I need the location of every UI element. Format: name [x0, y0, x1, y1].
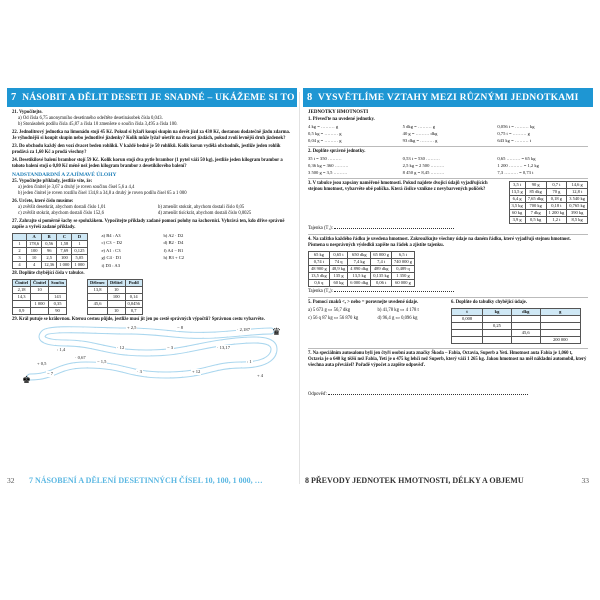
units-cell: 0,25 — [483, 323, 512, 330]
weights-cell: 3,5 kg — [509, 203, 525, 210]
chess-row — [13, 241, 88, 248]
right-page-number: 33 — [581, 476, 589, 485]
div-header-cell: Dělenec — [88, 280, 108, 287]
weights-cell: 1 200 kg — [546, 210, 567, 217]
chess-cell: 7,69 — [57, 248, 72, 255]
maze-operation: − 7 — [47, 371, 54, 376]
div-cell: 10 — [108, 308, 126, 315]
weights-cell: 7 dkg — [525, 210, 546, 217]
right-page-header — [303, 88, 593, 107]
chess-row — [13, 262, 88, 269]
conversion-item[interactable]: 0,5 kg = ……… g — [308, 131, 342, 136]
mult-cell: 90 — [49, 308, 67, 315]
weights-cell: 1,2 t — [546, 217, 567, 224]
mult-cell[interactable] — [31, 294, 49, 301]
mult-cell: 10 — [31, 287, 49, 294]
chess-cell: 10 — [27, 255, 42, 262]
units-cell[interactable] — [511, 337, 540, 344]
chess-cell: 178,6 — [27, 241, 42, 248]
weights-cell: 90 g — [525, 182, 546, 189]
div-cell: 100 — [108, 294, 126, 301]
chess-operation: g) C4 · D1 — [101, 255, 122, 261]
circle-cell: 13,5 dkg — [309, 273, 330, 280]
weights-cell: 85 dkg — [525, 189, 546, 196]
chess-row — [13, 255, 88, 262]
multiplication-table — [12, 279, 67, 315]
div-header-cell: Dělitel — [108, 280, 126, 287]
task-r3: 3. V tabulce jsou zapsány naměřené hmotnosti. Pokud najdete dvojici údajů vyjadřujících stejnou hmotnost, vybarvěte obě políčka. Která čísilce vznikne z nevybarvených políček? 3,5 t 90 g 0,7 t 14,6 g 13,5 g 85 dkg 70 g 12,8 t 6,4 g 7,65 dkg 0,18 g 3 540 kg 3,5 kg 700 kg 0,18 t 0,765 kg 60 kg 7 dkg 1 200 kg 390 kg 3,9 g 0,5 kg 1,2 t 8,5 kg Tajenka (T₁): — [308, 181, 588, 232]
div-cell: 10 — [108, 287, 126, 294]
weights-cell: 3,5 t — [509, 182, 525, 189]
mult-header-cell: Činitel — [13, 280, 31, 287]
chess-cell: 1 — [13, 241, 27, 248]
weights-table — [509, 181, 589, 224]
circle-cell: 0,65 t — [329, 252, 348, 259]
mult-cell: 0,9 — [13, 308, 31, 315]
chess-cell: 1 000 — [57, 262, 72, 269]
circle-cell: 0,6 q — [309, 280, 330, 287]
circle-row — [309, 259, 415, 266]
weights-row — [509, 189, 588, 196]
div-header-cell: Podíl — [125, 280, 142, 287]
unit-fill-item[interactable]: 8 450 g = 8,45 ……… — [402, 170, 445, 175]
units-row — [452, 316, 581, 323]
unit-fill-item[interactable]: 7,3 ……… = 0,73 t — [497, 170, 534, 175]
div-cell[interactable] — [88, 308, 108, 315]
mult-cell: 143 — [49, 294, 67, 301]
chess-cell: 100 — [57, 255, 72, 262]
weights-cell: 3,9 g — [509, 217, 525, 224]
circle-cell: 60 000 g — [392, 280, 415, 287]
units-row — [452, 337, 581, 344]
maze-operation: + 12 — [192, 369, 201, 374]
weights-cell: 14,6 g — [567, 182, 588, 189]
circle-cell: 65 kg — [309, 252, 330, 259]
units-cell: 0,008 — [452, 316, 483, 323]
circle-cell: 0,74 t — [309, 259, 330, 266]
king-path-maze — [16, 325, 286, 387]
conversion-item[interactable]: 4 kg = ……… g — [308, 124, 339, 129]
tasks-5-6 — [308, 300, 588, 346]
task-r5: 5. Pomocí znaků <, > nebo = porovnejte uvedené údaje. a) 5 673 g ▭ 56,7 dkg b) 41,78 kg ▭ 4 178 t c) 56 q 87 kg ▭ 56 870 kg d) 96,4 g ▭ 0,096 kg — [308, 300, 445, 344]
chess-cell: 4 — [13, 262, 27, 269]
left-header-number: 7 — [11, 92, 17, 103]
chess-operation: b) A2 · D2 — [163, 233, 184, 238]
task-24: 24. Desetikilové balení brambor stojí 59 Kč. Kolik korun stojí dva pytle brambor (1 pytel váží 50 kg), jestliže jeden kilogram brambor a tohoto balení stojí o 0,80 Kč méně než jeden kilogram brambor z desetikilového balení? — [12, 158, 283, 169]
weights-cell: 6,4 g — [509, 196, 525, 203]
unit-fill-item[interactable]: 35 t = 350 ……… — [308, 156, 342, 161]
circle-cell: 0,489 q — [392, 266, 415, 273]
mult-row — [13, 308, 67, 315]
left-page-number: 32 — [7, 476, 15, 485]
mult-row — [13, 301, 67, 308]
circle-row — [309, 252, 415, 259]
chess-row — [13, 248, 88, 255]
units-subheading: JEDNOTKY HMOTNOSTI — [308, 110, 369, 115]
circle-row — [309, 280, 415, 287]
circle-cell: 48 900 g — [309, 266, 330, 273]
task-r6: 6. Doplňte do tabulky chybějící údaje. t kg dkg g 0,008 0,25 45,6 200 000 — [451, 300, 588, 344]
units-cell[interactable] — [540, 316, 580, 323]
maze-operation: + 2,5 — [127, 325, 137, 330]
mult-cell[interactable] — [49, 287, 67, 294]
chess-cell: 1 000 — [72, 262, 87, 269]
task-22: 22. Jednolitrový jednotka na limonádu stojí 45 Kč. Pokud si lyžaři koupí skupin na devět jízd za 430 Kč, dostanou dodatečně jízdu zdarma. Je výhodnější si koupit skupin nebo jednotlivé jízdenky? Kolik může lyžař ušetřit na dvaceti jízdách, pokud zvolí levnější druh jízdenek? — [12, 130, 291, 141]
compare-item[interactable]: d) 96,4 g ▭ 0,096 kg — [377, 316, 418, 321]
chess-cell: 4 — [27, 262, 42, 269]
div-cell: 45,6 — [88, 301, 108, 308]
mult-header-cell: Součin — [49, 280, 67, 287]
answer-line[interactable] — [328, 391, 528, 395]
chess-cell: 1 — [72, 241, 87, 248]
task-29: 29. Král putuje se královnou. Kterou cestou půjde, jestliže musí jít jen po cestě správných výpočtů? Správnou cestu vybarvěte. ♚ ♛ · 0,67 + 2,5 − 8 · 2,187 · 13,17 − 3 · 12 : 1,4 + 0,5 − 1,5 · 3 + 12 : 1 + 4 − 7 — [12, 317, 292, 387]
weights-cell: 60 kg — [509, 210, 525, 217]
chess-header-cell: C — [57, 234, 72, 241]
circle-cell: 135 g — [329, 273, 348, 280]
circle-cell: 0,06 t — [371, 280, 392, 287]
mult-cell: 1 000 — [31, 301, 49, 308]
weights-cell: 3 540 kg — [567, 196, 588, 203]
chess-cell: 96 — [42, 248, 57, 255]
division-table — [87, 279, 143, 315]
units-cell[interactable] — [452, 323, 483, 330]
conversion-item[interactable]: 0,04 g = ……… g — [308, 138, 342, 143]
task-r1: 1. Převeďte na uvedené jednotky. 4 kg = ……… g 5 dkg = ……… g 0,056 t = ……… kg 0,5 kg = ……… g 40 g = ……… dkg 0,75 t = ……… g 0,04 g = ……… g 93 dkg = ……… g 643 kg = ……… t — [308, 117, 588, 144]
mult-cell: 14,3 — [13, 294, 31, 301]
chess-cell: 0,56 — [42, 241, 57, 248]
circle-cell: 740 000 g — [392, 259, 415, 266]
chess-cell: 1,58 — [57, 241, 72, 248]
chess-header-cell — [13, 234, 27, 241]
task-25: 25. Vypočítejte příklady, jestliže víte, že: a) jeden činitel je 3,67 a druhý je roven součinu čísel 5,6 a 4,4 b) jeden činitel je roven rozdílu čísel 134,8 a 34,8 a druhý je roven podílu čísel 65 a 1 000 — [12, 179, 187, 196]
right-page — [303, 88, 593, 488]
task-28: 28. Doplňte chybějící čísla v tabulce. Činitel Činitel Součin 2,18 10 14,3 143 1 000 0,35 0,9 90 Dělenec Dělitel Podíl 13,8 10 100 0,14 45,6 0,0456 10 0,7 — [12, 271, 292, 315]
weights-row — [509, 210, 588, 217]
circle-cell: 48,9 kg — [329, 266, 348, 273]
right-page-footer — [303, 473, 593, 488]
chess-cell: 5,05 — [72, 255, 87, 262]
task-26: 26. Určete, které číslo musíme: a) zvětšit desetkrát, abychom dostali číslo 1,01 b) zmenšit stokrát, abychom dostali číslo 0,05 c) zvětšit stokrát, abychom dostali číslo 152,6 d) zmenšit tisíckrát, abychom dostali číslo 0,0025 — [12, 199, 252, 216]
units-row — [452, 323, 581, 330]
chess-cell: 2,5 — [42, 255, 57, 262]
units-cell[interactable] — [540, 330, 580, 337]
task-23: 23. Do obchodu každý den vozí dvacet beden rohlíků. V každé bedně je 50 rohlíků. Kolik korun vydělá obchodník, jestliže jeden rohlík prodává za 1,60 Kč a prodá všechny? — [12, 144, 281, 155]
weights-cell: 0,18 t — [546, 203, 567, 210]
compare-item[interactable]: a) 5 673 g ▭ 56,7 dkg — [308, 308, 351, 313]
weights-cell: 0,765 kg — [567, 203, 588, 210]
circle-cell: 7,4 kg — [348, 259, 371, 266]
conversion-item[interactable]: 0,75 t = ……… g — [497, 131, 530, 136]
weights-cell: 700 kg — [525, 203, 546, 210]
chess-cell: 3 — [13, 255, 27, 262]
div-cell: 0,7 — [125, 308, 142, 315]
conversion-item[interactable]: 643 kg = ……… t — [497, 138, 532, 143]
chess-operation: h) B3 + C2 — [163, 255, 185, 261]
queen-piece-icon: ♛ — [272, 327, 281, 338]
weights-row — [509, 217, 588, 224]
circle-cell: 13,5 kg — [348, 273, 371, 280]
units-cell[interactable] — [511, 323, 540, 330]
units-header-cell: kg — [483, 309, 512, 316]
units-cell[interactable] — [511, 316, 540, 323]
conversion-item[interactable]: 0,056 t = ……… kg — [497, 124, 535, 129]
units-cell[interactable] — [483, 337, 512, 344]
div-row — [88, 294, 143, 301]
right-footer-title: 8 PŘEVODY JEDNOTEK HMOTNOSTI, DÉLKY A OBJEMU — [305, 476, 524, 485]
chess-cell: 2 — [13, 248, 27, 255]
div-row — [88, 301, 143, 308]
units-cell: 45,6 — [511, 330, 540, 337]
circle-cell: 6,5 t — [392, 252, 415, 259]
task-r2: 2. Doplňte správné jednotky. 35 t = 350 ……… 0,53 t = 530 ……… 0,65 ……… = 65 kg 0,36 kg = 360 ……… 2,5 kg = 2 500 ……… 1 200 ……… = 1,2 kg 3 500 g = 3,5 ……… 8 450 g = 8,45 ……… 7,3 ……… = 0,73 t — [308, 149, 588, 176]
weights-row — [509, 203, 588, 210]
chess-operation: i) D3 : A3 — [101, 262, 121, 268]
maze-operation: : 1 — [247, 359, 252, 364]
chess-cell: 0,125 — [72, 248, 87, 255]
units-header-cell: dkg — [511, 309, 540, 316]
circle-cell: 650 dkg — [348, 252, 371, 259]
left-footer-title: 7 NÁSOBENÍ A DĚLENÍ DESETINNÝCH ČÍSEL 10, 100, 1 000, … — [29, 476, 263, 485]
div-cell: 0,0456 — [125, 301, 142, 308]
chess-header-cell: D — [72, 234, 87, 241]
task-r4: 4. Na zalžtko každého řádku je uvedena hmotnost. Zakroužkujte všechny údaje na daném řádku, které vyjadřují stejnou hmotnost. Písmena u nesprávných výsledků zapište na řádek a zjistíte tajenku. 65 kg 0,65 t 650 dkg 65 000 g 6,5 t 0,74 t 74 q 7,4 kg 7,4 t 740 000 g 48 900 g 48,9 kg 4 890 dkg 489 dkg 0,489 q 13,5 dkg 135 g 13,5 kg 0,135 kg 1 350 g 0,6 q 60 kg 6 000 dkg 0,06 t 60 000 g Tajenka (T₂): — [308, 237, 571, 294]
circle-cell: 6 000 dkg — [348, 280, 371, 287]
task-27: 27. Zahrajte si poměrně šachy se spolužákem. Vypočítejte příklady zadané pomocí polohy na šachovnici. Vyhrává ten, kdo dříve správně zapíše a vyřeší zadané příklady. A B C D 1 178,6 0,56 1,58 1 2 100 96 7,69 0,125 3 10 2,5 100 5,05 4 4 12,36 1 000 1 000 a) B4 : A3 b) A2 · D2 c) C3 − D2 d) B2 · D4 e) A1 : C3 f) A4 − B1 g) C4 · D1 h) B3 + C2 i) D3 : A3 — [12, 219, 285, 268]
circle-weights-table — [308, 251, 415, 287]
chess-operation: d) B2 · D4 — [163, 240, 184, 246]
mult-cell: 2,18 — [13, 287, 31, 294]
units-table — [451, 308, 581, 344]
maze-operation: · 0,67 — [75, 355, 86, 360]
weights-cell: 12,8 t — [567, 189, 588, 196]
maze-operation: − 1,5 — [97, 359, 107, 364]
secret-label-1: Tajenka (T₁): — [308, 226, 333, 231]
unit-fill-item[interactable]: 0,36 kg = 360 ……… — [308, 163, 349, 168]
unit-fill-item[interactable]: 2,5 kg = 2 500 ……… — [402, 163, 445, 168]
secret-answer-2[interactable] — [334, 288, 454, 292]
units-cell[interactable] — [452, 337, 483, 344]
conversion-item[interactable]: 5 dkg = ……… g — [402, 124, 436, 129]
circle-cell: 65 000 g — [371, 252, 392, 259]
mult-header-cell: Činitel — [31, 280, 49, 287]
maze-operation: · 13,17 — [217, 345, 231, 350]
weights-cell: 8,5 kg — [567, 217, 588, 224]
unit-fill-item[interactable]: 0,53 t = 530 ……… — [402, 156, 440, 161]
mult-cell[interactable] — [31, 308, 49, 315]
conversion-item[interactable]: 40 g = ……… dkg — [402, 131, 438, 136]
chess-operation: f) A4 − B1 — [163, 247, 184, 253]
compare-item[interactable]: b) 41,78 kg ▭ 4 178 t — [377, 308, 419, 313]
maze-operation: + 4 — [257, 373, 264, 378]
circle-cell: 0,135 kg — [371, 273, 392, 280]
maze-operation: · 2,187 — [237, 327, 251, 332]
king-piece-icon: ♚ — [22, 375, 31, 386]
left-page-footer — [7, 473, 297, 488]
weights-cell: 0,7 t — [546, 182, 567, 189]
right-header-number: 8 — [307, 92, 313, 103]
chess-cell: 100 — [27, 248, 42, 255]
weights-cell: 70 g — [546, 189, 567, 196]
circle-cell: 7,4 t — [371, 259, 392, 266]
div-cell[interactable] — [125, 287, 142, 294]
textbook-spread — [7, 88, 593, 488]
chess-operation: a) B4 : A3 — [101, 233, 121, 238]
circle-cell: 489 dkg — [371, 266, 392, 273]
div-cell[interactable] — [88, 294, 108, 301]
task-21: 21. Vypočítejte. a) Od čísla 6,75 anonymního desetinného odečtěte desetinásobek čísla 0,043. b) Stonásobek podílu čísla 45,87 a čísla 10 zmenšete o součin čísla 3,495 a čísla 100. — [12, 110, 178, 127]
left-page-header — [7, 88, 297, 107]
mult-row — [13, 294, 67, 301]
circle-cell: 1 350 g — [392, 273, 415, 280]
maze-operation: · 12 — [117, 345, 125, 350]
secret-answer-1[interactable] — [334, 225, 454, 229]
book-spine — [299, 92, 300, 484]
section-heading: NADSTANDARDNÍ A ZAJÍMAVÉ ÚLOHY — [12, 172, 117, 178]
maze-operation: − 8 — [177, 325, 184, 330]
circle-cell: 60 kg — [329, 280, 348, 287]
conversion-item[interactable]: 93 dkg = ……… g — [402, 138, 438, 143]
compare-item[interactable]: c) 56 q 87 kg ▭ 56 870 kg — [308, 316, 359, 321]
units-cell[interactable] — [540, 323, 580, 330]
units-cell[interactable] — [483, 330, 512, 337]
maze-operation: : 1,4 — [57, 347, 66, 352]
maze-operation: − 3 — [167, 345, 174, 350]
units-header-cell: g — [540, 309, 580, 316]
units-cell: 200 000 — [540, 337, 580, 344]
units-cell[interactable] — [483, 316, 512, 323]
units-cell[interactable] — [452, 330, 483, 337]
units-row — [452, 330, 581, 337]
left-header-title: NÁSOBIT A DĚLIT DESETI JE SNADNÉ – UKÁŽEME SI TO — [22, 92, 295, 103]
div-cell: 0,14 — [125, 294, 142, 301]
secret-label-2: Tajenka (T₂): — [308, 289, 333, 294]
weights-cell: 7,65 dkg — [525, 196, 546, 203]
circle-row — [309, 266, 415, 273]
chess-header-cell: A — [27, 234, 42, 241]
weights-cell: 390 kg — [567, 210, 588, 217]
left-page — [7, 88, 297, 488]
task-r7: 7. Na speciálním autosalonu byli jen čtyři osobní auta značky Škoda – Fabia, Octavia, Superb a Yeti. Hmotnost auta Fabia je 1,060 t, Octavia je o 640 kg těžší než Fabia, Yeti je o 475 kg lehčí než Superb, který váží 1 265 kg. Jakou hmotnost na měl nákladní automobil, který všechna auta převážel? Pořadě výpočet a zapište odpověď. Odpověď: — [308, 351, 587, 397]
mult-row — [13, 287, 67, 294]
chess-cell: 12,36 — [42, 262, 57, 269]
mult-cell: 0,35 — [49, 301, 67, 308]
weights-cell: 0,18 g — [546, 196, 567, 203]
mult-cell[interactable] — [13, 301, 31, 308]
circle-cell: 4 890 dkg — [348, 266, 371, 273]
weights-row — [509, 196, 588, 203]
maze-path-svg — [16, 325, 286, 387]
chess-table — [12, 233, 88, 269]
unit-fill-item[interactable]: 0,65 ……… = 65 kg — [497, 156, 536, 161]
weights-cell: 13,5 g — [509, 189, 525, 196]
answer-label: Odpověď: — [308, 392, 328, 397]
unit-fill-item[interactable]: 3 500 g = 3,5 ……… — [308, 170, 348, 175]
unit-fill-item[interactable]: 1 200 ……… = 1,2 kg — [497, 163, 539, 168]
circle-cell: 74 q — [329, 259, 348, 266]
maze-operation: · 3 — [137, 369, 142, 374]
maze-operation: + 0,5 — [37, 361, 47, 366]
units-header-cell: t — [452, 309, 483, 316]
chess-operation: c) C3 − D2 — [101, 240, 123, 246]
div-cell[interactable] — [108, 301, 126, 308]
div-cell: 13,8 — [88, 287, 108, 294]
div-row — [88, 308, 143, 315]
weights-row — [509, 182, 588, 189]
weights-cell: 0,5 kg — [525, 217, 546, 224]
right-header-title: VYSVĚTLÍME VZTAHY MEZI RŮZNÝMI JEDNOTKAMI — [317, 92, 579, 103]
div-row — [88, 287, 143, 294]
circle-row — [309, 273, 415, 280]
chess-header-cell: B — [42, 234, 57, 241]
chess-operation: e) A1 : C3 — [101, 247, 121, 253]
